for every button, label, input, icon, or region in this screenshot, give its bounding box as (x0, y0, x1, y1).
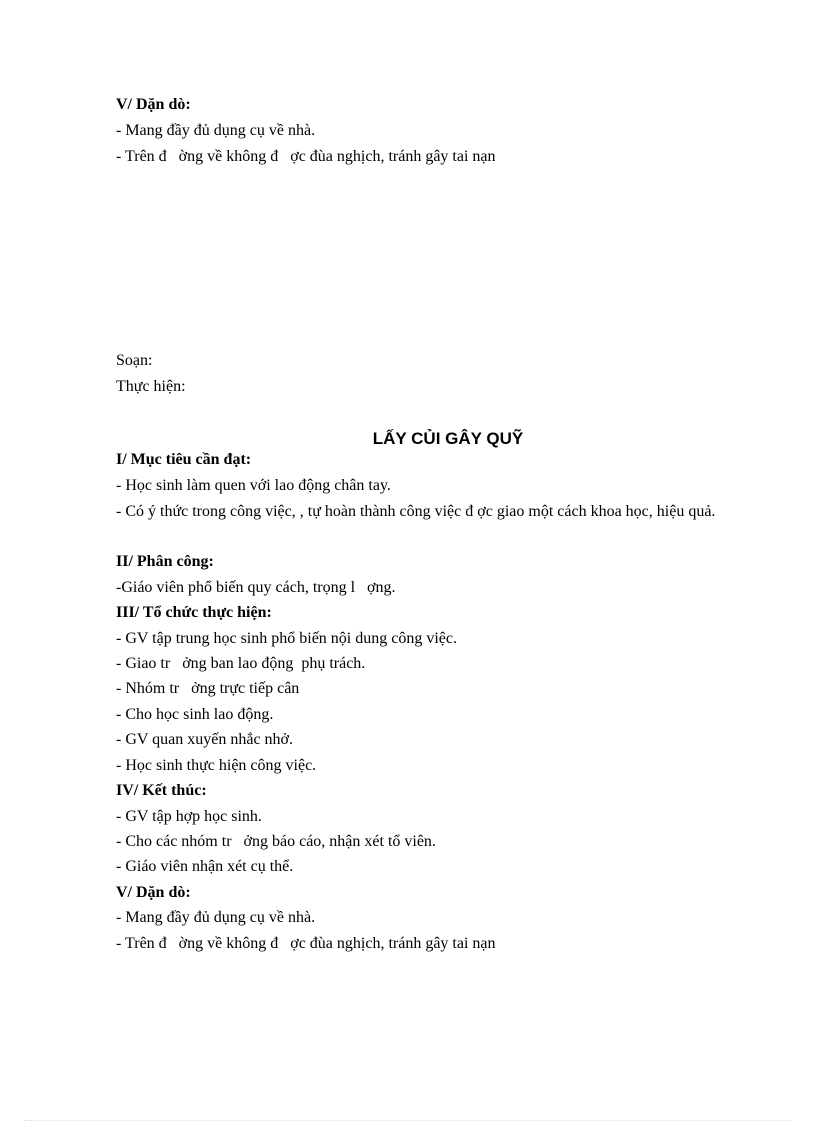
section-heading-ket-thuc: IV/ Kết thúc: (116, 782, 207, 799)
list-item: - Mang đầy đủ dụng cụ về nhà. (116, 909, 316, 926)
list-item: - Giao tr ởng ban lao động phụ trách. (116, 655, 366, 672)
list-item: - GV tập trung học sinh phổ biến nội dung công việc. (116, 630, 457, 647)
section-heading-dan-do: V/ Dặn dò: (116, 884, 191, 901)
section-heading-dan-do-top: V/ Dặn dò: (116, 96, 191, 113)
list-item: -Giáo viên phổ biến quy cách, trọng l ợng. (116, 579, 396, 596)
list-item: - Mang đầy đủ dụng cụ về nhà. (116, 122, 316, 139)
list-item: - Học sinh làm quen với lao động chân tay. (116, 477, 391, 494)
list-item: - Giáo viên nhận xét cụ thể. (116, 858, 294, 875)
thuc-hien-label: Thực hiện: (116, 378, 186, 395)
list-item: - Học sinh thực hiện công việc. (116, 757, 317, 774)
list-item: - GV tập hợp học sinh. (116, 808, 262, 825)
list-item: - Nhóm tr ởng trực tiếp cân (116, 680, 300, 697)
section-heading-phan-cong: II/ Phân công: (116, 553, 214, 570)
list-item: - Trên đ ờng về không đ ợc đùa nghịch, tránh gây tai nạn (116, 148, 496, 165)
list-item: - Cho các nhóm tr ởng báo cáo, nhận xét tổ viên. (116, 833, 436, 850)
soan-label: Soạn: (116, 352, 153, 369)
section-heading-muc-tieu: I/ Mục tiêu cần đạt: (116, 451, 252, 468)
list-item: - GV quan xuyến nhắc nhở. (116, 731, 294, 748)
list-item: - Cho học sinh lao động. (116, 706, 274, 723)
page-bottom-rule (24, 1120, 792, 1121)
list-item: - Trên đ ờng về không đ ợc đùa nghịch, tránh gây tai nạn (116, 935, 496, 952)
list-item: - Có ý thức trong công việc, , tự hoàn thành công việc đ ợc giao một cách khoa học, hiệu quả. (116, 503, 716, 520)
section-heading-to-chuc: III/ Tổ chức thực hiện: (116, 604, 272, 621)
document-title: LẤY CỦI GÂY QUỸ (372, 429, 524, 448)
